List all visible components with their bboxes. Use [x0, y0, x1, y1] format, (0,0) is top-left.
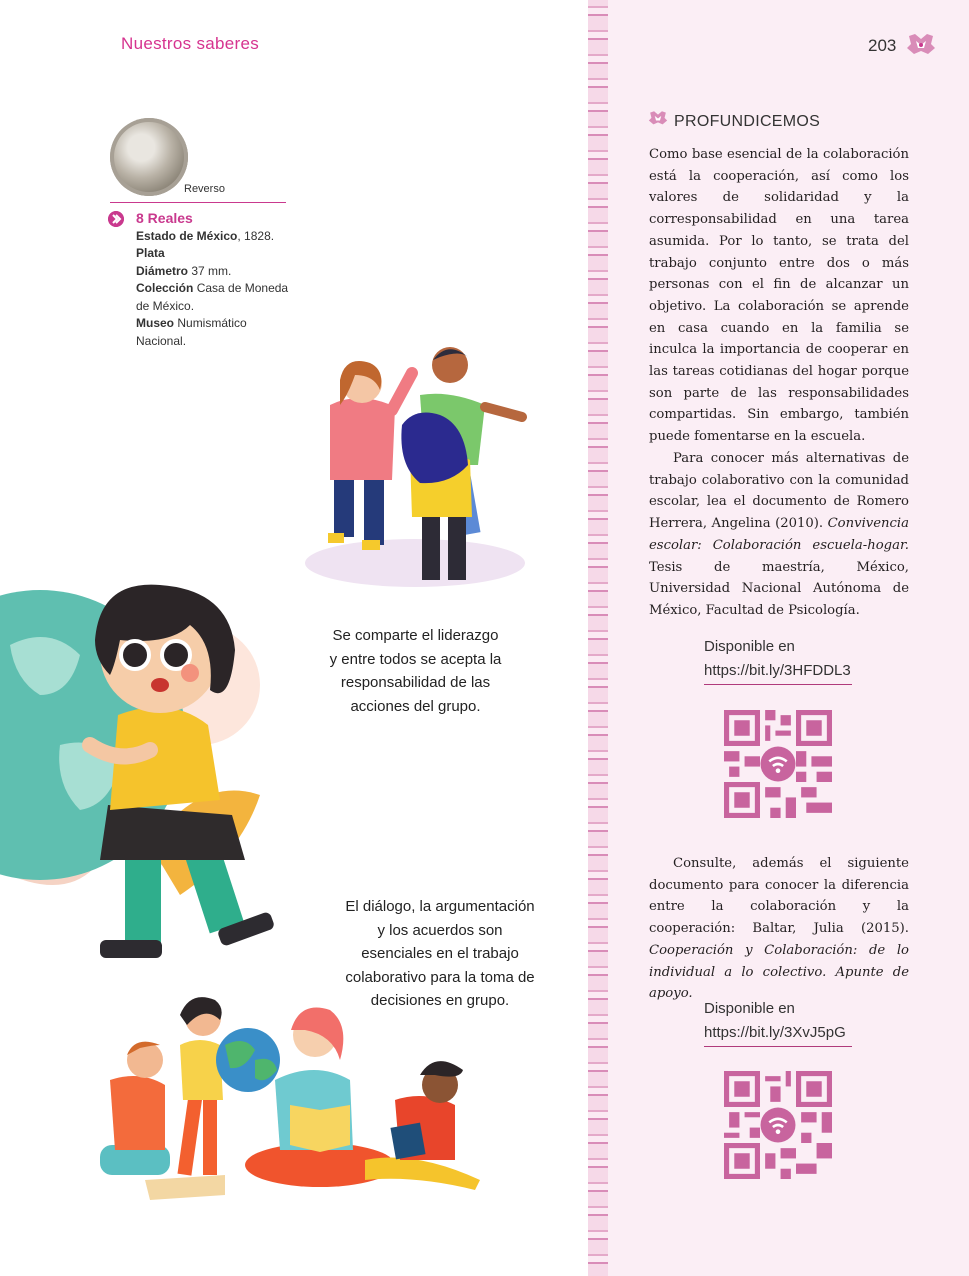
coin-museum-label: Museo [136, 316, 175, 330]
coin-diameter-value: 37 mm. [188, 263, 232, 278]
qr-code-1[interactable] [724, 710, 832, 818]
qr-code-2[interactable] [724, 1071, 832, 1179]
ornament-icon [906, 32, 936, 58]
coin-image [110, 118, 188, 196]
coin-material: Plata [136, 246, 165, 260]
coin-side-label: Reverso [184, 183, 225, 195]
coin-name: 8 Reales [136, 210, 193, 226]
coin-info [136, 210, 296, 350]
coin-collection-label: Colección [136, 281, 194, 295]
kids-reading-illustration [95, 990, 495, 1205]
coin-museum-value: Numismático Nacional. [136, 316, 247, 348]
paragraph-2-text: Para conocer más alternativas de trabajo colaborativo con la comunidad escolar, lea el documento de Romero Herrera, Angelina (2010). [649, 451, 909, 532]
section-title: Nuestros saberes [121, 34, 260, 53]
ornament-icon [648, 110, 668, 127]
paragraph-2-tail: Tesis de maestría, México, Universidad Nacional Autónoma de México, Facultad de Psicología. [649, 559, 909, 618]
page-number: 203 [868, 36, 897, 55]
available-label-2: Disponible en [704, 1000, 795, 1017]
link-url-1[interactable]: https://bit.ly/3HFDDL3 [704, 662, 851, 679]
sidebar-paragraph-3 [649, 853, 909, 1005]
paragraph-2-title: Convivencia escolar: Colaboración escuela-hogar. [649, 516, 909, 553]
coin-diameter-label: Diámetro [136, 263, 189, 278]
coin-divider [110, 202, 286, 203]
caption-dialogue: El diálogo, la argumentación y los acuerdos son esenciales en el trabajo colaborativo para la toma de decisiones en grupo. [345, 898, 535, 1009]
decorative-border [588, 0, 608, 1276]
paragraph-3-text: Consulte, además el siguiente documento para conocer la diferencia entre la colaboración y la cooperación: Baltar, Julia (2015). [649, 856, 909, 937]
link-underline-2 [704, 1046, 852, 1047]
caption-leadership: Se comparte el liderazgo y entre todos se acepta la responsabilidad de las acciones del grupo. [329, 627, 502, 715]
sidebar-title: PROFUNDICEMOS [674, 113, 821, 130]
coin-origin-label: Estado de México [136, 228, 238, 243]
coin-collection-value: Casa de Moneda de México. [136, 281, 289, 313]
available-label-1: Disponible en [704, 638, 795, 655]
link-url-2[interactable]: https://bit.ly/3XvJ5pG [704, 1024, 846, 1041]
chevron-right-icon [108, 211, 124, 227]
girl-globe-illustration [0, 565, 300, 965]
kids-high-five-illustration [300, 335, 540, 595]
sidebar-paragraph-1: Como base esencial de la colaboración está la cooperación, así como los valores de solidaridad y la corresponsabilidad en una tarea asumida. Por lo tanto, se trata del trabajo conjunto entre dos o más personas con el fin de alcanzar un objetivo. La colaboración se aprende en casa cuando en la familia se inculca la importancia de cooperar en las tareas cotidianas del hogar porque son parte de las responsabilidades compartidas. Sin embargo, también puede fomentarse en la escuela. [649, 147, 909, 445]
paragraph-3-title: Cooperación y Colaboración: de lo individual a lo colectivo. Apunte de apoyo. [649, 942, 909, 1002]
link-underline-1 [704, 684, 852, 685]
sidebar-paragraph-2 [649, 448, 909, 622]
coin-origin-year: , 1828. [237, 228, 275, 243]
